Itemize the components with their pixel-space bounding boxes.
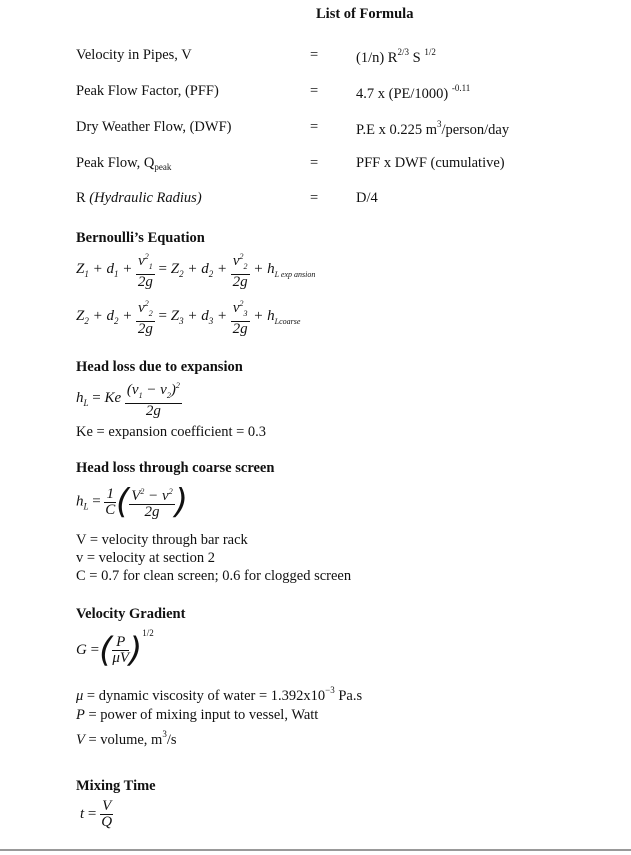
formula-label-dwf: Dry Weather Flow, (DWF) xyxy=(76,119,232,135)
formula-value-dwf: P.E x 0.225 $m^3/person$/day xyxy=(356,119,510,138)
section-heading-bernoulli: Bernoulli’s Equation xyxy=(76,230,205,246)
equals-sign: = xyxy=(310,155,319,171)
mixing-time-equation: t = $\frac{V}{Q}$ xyxy=(80,798,113,830)
formula-label-peak-flow: Peak Flow, $Q_{peak}$ xyxy=(76,155,172,172)
section-heading-mixing-time: Mixing Time xyxy=(76,778,156,794)
formula-value-hydraulic-radius: D/4 xyxy=(356,190,378,206)
coarse-screen-equation: $h_L$ = $\frac{1}{C}$ ( $\frac{V^2 - v^2}{2g}$ ) xyxy=(76,482,188,522)
bernoulli-equation-2: $Z_2 + d_2$ + $\frac{v^2_2}{2g}$ = $Z_3 + d_3$ + $\frac{v^2_3}{2g}$ + $h_{Lcoarse}$ xyxy=(76,296,300,337)
coarse-note-3: C = 0.7 for clean screen; 0.6 for clogged screen xyxy=(76,568,352,584)
equals-sign: = xyxy=(310,47,319,63)
equals-sign: = xyxy=(310,190,319,206)
p-definition: P = power of mixing input to vessel, Watt xyxy=(76,707,319,723)
coarse-note-1: V = velocity through bar rack xyxy=(76,532,248,548)
v-definition: V = volume, $m^3/s$ xyxy=(76,729,177,748)
velocity-gradient-equation: G =( $\frac{P}{\mu V}$ )$^{1/2}$ xyxy=(76,628,154,671)
page-title: List of Formula xyxy=(316,6,414,22)
formula-label-pff: Peak Flow Factor, (PFF) xyxy=(76,83,219,99)
section-heading-velocity-gradient: Velocity Gradient xyxy=(76,606,186,622)
formula-value-velocity: (1/n) $R^{2/3}$ S $^{1/2}$ xyxy=(356,47,436,66)
formula-label-hydraulic-radius: R (Hydraulic Radius) xyxy=(76,190,202,206)
mu-definition: μ = dynamic viscosity of water = $1.392x10^{-3}$ Pa.s xyxy=(76,685,363,704)
expansion-note: Ke = expansion coefficient = 0.3 xyxy=(76,424,267,440)
equals-sign: = xyxy=(310,119,319,135)
section-heading-expansion: Head loss due to expansion xyxy=(76,359,243,375)
section-heading-coarse-screen: Head loss through coarse screen xyxy=(76,460,275,476)
formula-value-peak-flow: PFF x DWF (cumulative) xyxy=(356,155,505,171)
formula-value-pff: 4.7 x (PE/1000) $^{-0.11}$ xyxy=(356,83,471,102)
expansion-equation: $h_L = Ke$ $\frac{(v_1 - v_2)^2}{2g}$ xyxy=(76,378,182,419)
equals-sign: = xyxy=(310,83,319,99)
page-bottom-border xyxy=(0,849,631,851)
formula-label-velocity: Velocity in Pipes, V xyxy=(76,47,192,63)
bernoulli-equation-1: $Z_1 + d_1$ + $\frac{v^2_1}{2g}$ = $Z_2 + d_2$ + $\frac{v^2_2}{2g}$ + $h_{L exp ansion}$ xyxy=(76,249,315,290)
coarse-note-2: v = velocity at section 2 xyxy=(76,550,216,566)
